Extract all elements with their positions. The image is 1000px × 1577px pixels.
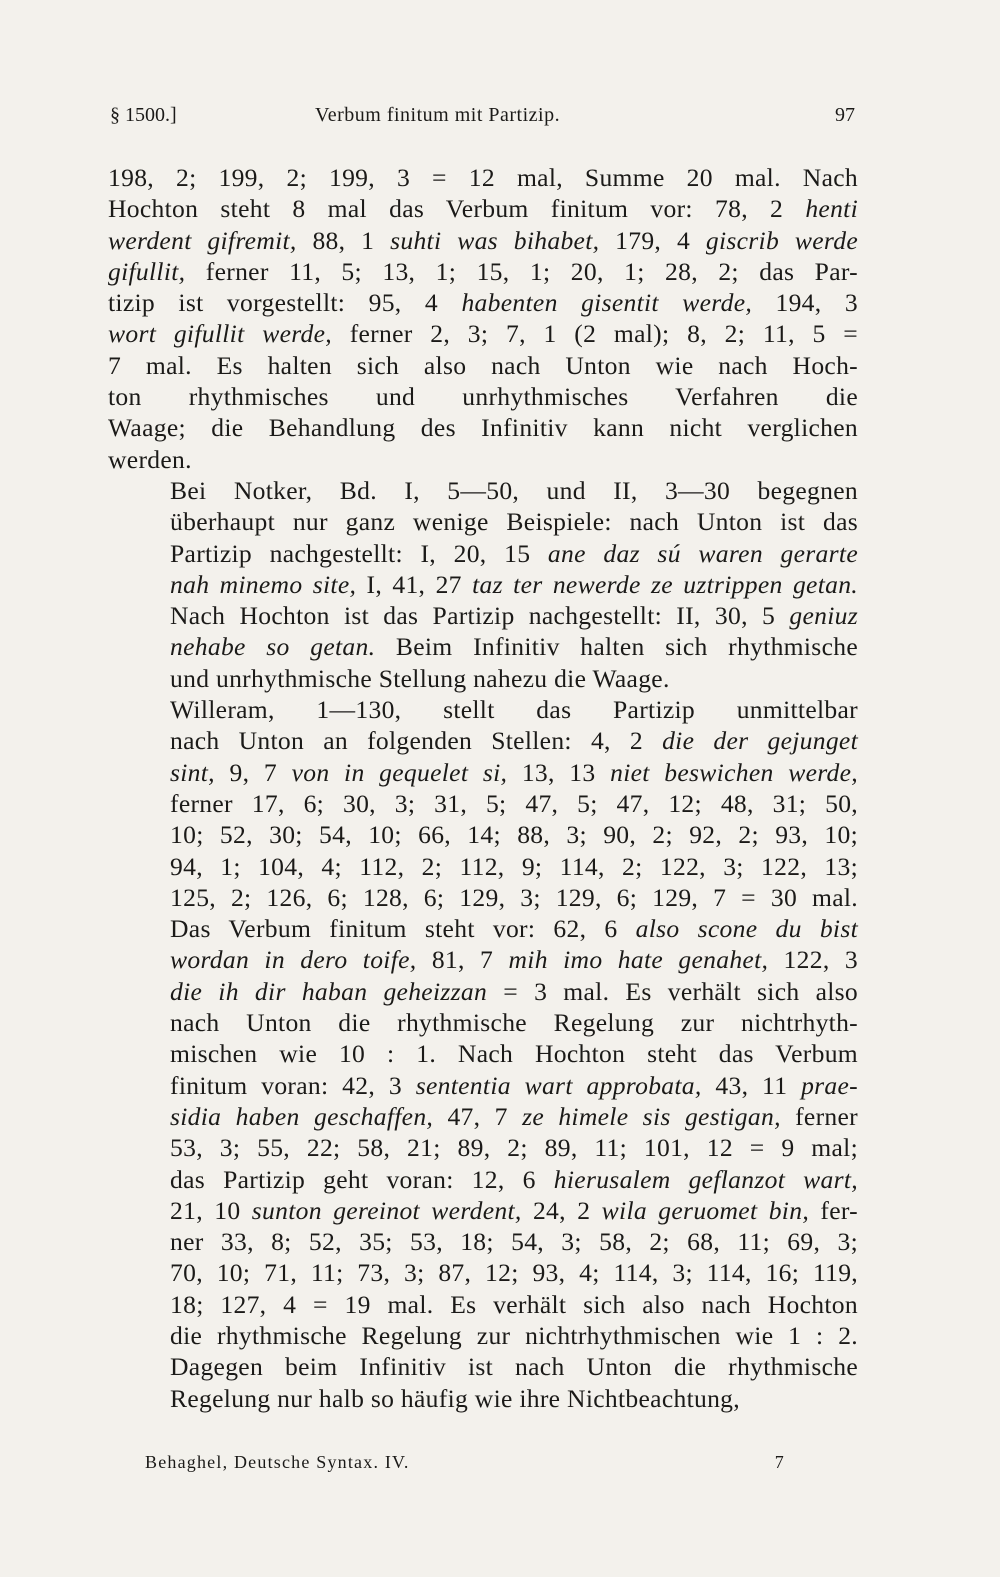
text-line: [108, 882, 858, 913]
text-run: finitum voran: 42, 3: [170, 1070, 416, 1100]
text-run: tizip ist vorgestellt: 95, 4: [108, 288, 462, 318]
text-line: [108, 600, 858, 631]
text-run: 24, 2: [521, 1195, 602, 1225]
text-run: = 3 mal. Es verhält sich also: [487, 976, 859, 1006]
text-line: [108, 1226, 858, 1257]
text-line: [108, 1195, 858, 1226]
text-line: [108, 475, 858, 506]
italic-citation: die ih dir haban geheizzan: [170, 976, 488, 1006]
italic-citation: die der gejunget: [662, 726, 858, 756]
text-run: das Partizip geht voran: 12, 6: [170, 1164, 554, 1194]
text-run: 194, 3: [752, 288, 858, 318]
text-line: [108, 1101, 858, 1132]
text-run: 10; 52, 30; 54, 10; 66, 14; 88, 3; 90, 2; 92, 2; 93, 10;: [170, 820, 858, 850]
text-run: I, 41, 27: [356, 569, 473, 599]
text-run: ferner 17, 6; 30, 3; 31, 5; 47, 5; 47, 12; 48, 31; 50,: [170, 788, 858, 818]
italic-citation: prae-: [801, 1070, 858, 1100]
text-line: [108, 694, 858, 725]
paragraph: [108, 475, 858, 694]
italic-citation: niet beswichen werde,: [610, 757, 858, 787]
italic-citation: sint,: [170, 757, 215, 787]
italic-citation: also scone du bist: [635, 914, 858, 944]
text-line: [108, 381, 858, 412]
text-line: [108, 1164, 858, 1195]
text-run: 125, 2; 126, 6; 128, 6; 129, 3; 129, 6; 129, 7 = 30 mal.: [170, 882, 858, 912]
text-line: [108, 1320, 858, 1351]
italic-citation: nah minemo site,: [170, 569, 357, 599]
text-run: Waage; die Behandlung des Infinitiv kann nicht verglichen: [108, 413, 858, 443]
text-run: 9, 7: [214, 757, 292, 787]
text-line: [108, 788, 858, 819]
running-title: Verbum finitum mit Partizip.: [315, 104, 561, 126]
italic-citation: habenten gisentit werde,: [461, 288, 753, 318]
text-line: [108, 412, 858, 443]
text-line: [108, 1007, 858, 1038]
italic-citation: suhti was bihabet,: [390, 225, 600, 255]
italic-citation: hierusalem geflanzot wart,: [553, 1164, 858, 1194]
italic-citation: taz ter newerde ze uztrippen getan.: [472, 569, 859, 599]
text-run: Regelung nur halb so häufig wie ihre Nichtbeachtung,: [170, 1383, 740, 1413]
text-run: 47, 7: [433, 1101, 523, 1131]
text-line: [108, 193, 858, 224]
text-line: [108, 569, 858, 600]
text-run: 88, 1: [296, 225, 391, 255]
text-line: [108, 1383, 858, 1414]
italic-citation: wort gifullit werde,: [108, 319, 332, 349]
text-run: fer-: [809, 1195, 858, 1225]
text-line: [108, 162, 858, 193]
text-run: ferner: [780, 1101, 858, 1131]
text-line: [108, 631, 858, 662]
text-line: [108, 225, 858, 256]
text-run: 43, 11: [701, 1070, 802, 1100]
text-line: [108, 1132, 858, 1163]
text-run: nach Unton die rhythmische Regelung zur nichtrhyth-: [170, 1008, 858, 1038]
text-run: 122, 3: [768, 945, 858, 975]
text-run: 18; 127, 4 = 19 mal. Es verhält sich also nach Hochton: [170, 1289, 858, 1319]
text-run: Beim Infinitiv halten sich rhythmische: [375, 632, 858, 662]
text-line: [108, 350, 858, 381]
italic-citation: henti: [805, 194, 858, 224]
text-line: [108, 1070, 858, 1101]
text-run: 21, 10: [170, 1195, 252, 1225]
section-mark: § 1500.]: [110, 104, 177, 126]
text-line: [108, 1257, 858, 1288]
text-run: die rhythmische Regelung zur nichtrhythmischen wie 1 : 2.: [170, 1320, 858, 1350]
italic-citation: sidia haben geschaffen,: [170, 1101, 434, 1131]
text-run: 81, 7: [416, 945, 509, 975]
italic-citation: ane daz sú waren gerarte: [547, 538, 858, 568]
text-run: 70, 10; 71, 11; 73, 3; 87, 12; 93, 4; 114, 3; 114, 16; 119,: [170, 1258, 858, 1288]
text-run: 94, 1; 104, 4; 112, 2; 112, 9; 114, 2; 122, 3; 122, 13;: [170, 851, 858, 881]
italic-citation: wila geruomet bin,: [601, 1195, 810, 1225]
body-text: [108, 162, 858, 1414]
text-run: Partizip nachgestellt: I, 20, 15: [170, 538, 548, 568]
footer-source: Behaghel, Deutsche Syntax. IV.: [145, 1452, 410, 1472]
text-line: [108, 1038, 858, 1069]
page-number: 97: [835, 104, 855, 126]
italic-citation: giscrib werde: [705, 225, 858, 255]
italic-citation: sunton gereinot werdent,: [251, 1195, 522, 1225]
text-line: [108, 725, 858, 756]
paragraph: [108, 694, 858, 1414]
text-line: [108, 256, 858, 287]
text-run: ner 33, 8; 52, 35; 53, 18; 54, 3; 58, 2; 68, 11; 69, 3;: [170, 1227, 858, 1257]
text-run: 198, 2; 199, 2; 199, 3 = 12 mal, Summe 20 mal. Nach: [108, 163, 858, 192]
italic-citation: sententia wart approbata,: [415, 1070, 702, 1100]
text-run: 7 mal. Es halten sich also nach Unton wie nach Hoch-: [108, 350, 858, 380]
text-run: Hochton steht 8 mal das Verbum finitum vor: 78, 2: [108, 194, 806, 224]
text-line: [108, 663, 858, 694]
text-run: Willeram, 1—130, stellt das Partizip unmittelbar: [170, 695, 858, 725]
text-run: 179, 4: [599, 225, 706, 255]
italic-citation: wordan in dero toife,: [170, 945, 417, 975]
text-run: 53, 3; 55, 22; 58, 21; 89, 2; 89, 11; 101, 12 = 9 mal;: [170, 1133, 858, 1163]
italic-citation: werdent gifremit,: [108, 225, 297, 255]
text-run: ferner 11, 5; 13, 1; 15, 1; 20, 1; 28, 2; das Par-: [185, 256, 858, 286]
text-run: Das Verbum finitum steht vor: 62, 6: [170, 914, 636, 944]
text-run: überhaupt nur ganz wenige Beispiele: nach Unton ist das: [170, 507, 858, 537]
text-line: [108, 819, 858, 850]
text-run: ton rhythmisches und unrhythmisches Verfahren die: [108, 382, 858, 412]
running-header: [110, 104, 855, 134]
italic-citation: ze himele sis gestigan,: [522, 1101, 781, 1131]
text-line: [108, 757, 858, 788]
text-line: [108, 287, 858, 318]
text-run: ferner 2, 3; 7, 1 (2 mal); 8, 2; 11, 5 =: [332, 319, 858, 349]
text-line: [108, 1289, 858, 1320]
text-line: [108, 538, 858, 569]
italic-citation: gifullit,: [108, 256, 186, 286]
italic-citation: geniuz: [789, 601, 858, 631]
text-line: [108, 506, 858, 537]
text-run: mischen wie 10 : 1. Nach Hochton steht das Verbum: [170, 1039, 858, 1069]
italic-citation: von in gequelet si,: [291, 757, 508, 787]
text-line: [108, 318, 858, 349]
text-line: [108, 976, 858, 1007]
text-line: [108, 944, 858, 975]
text-line: [108, 444, 858, 475]
text-run: Bei Notker, Bd. I, 5—50, und II, 3—30 begegnen: [170, 475, 858, 505]
text-line: [108, 1351, 858, 1382]
text-run: werden.: [108, 444, 192, 474]
italic-citation: mih imo hate genahet,: [508, 945, 769, 975]
text-run: nach Unton an folgenden Stellen: 4, 2: [170, 726, 663, 756]
text-line: [108, 913, 858, 944]
text-run: Dagegen beim Infinitiv ist nach Unton die rhythmische: [170, 1352, 858, 1382]
text-run: 13, 13: [507, 757, 611, 787]
italic-citation: nehabe so getan.: [170, 632, 376, 662]
signature-mark: 7: [774, 1452, 785, 1472]
text-run: und unrhythmische Stellung nahezu die Waage.: [170, 663, 670, 693]
paragraph: [108, 162, 858, 475]
text-line: [108, 851, 858, 882]
text-run: Nach Hochton ist das Partizip nachgestellt: II, 30, 5: [170, 601, 790, 631]
